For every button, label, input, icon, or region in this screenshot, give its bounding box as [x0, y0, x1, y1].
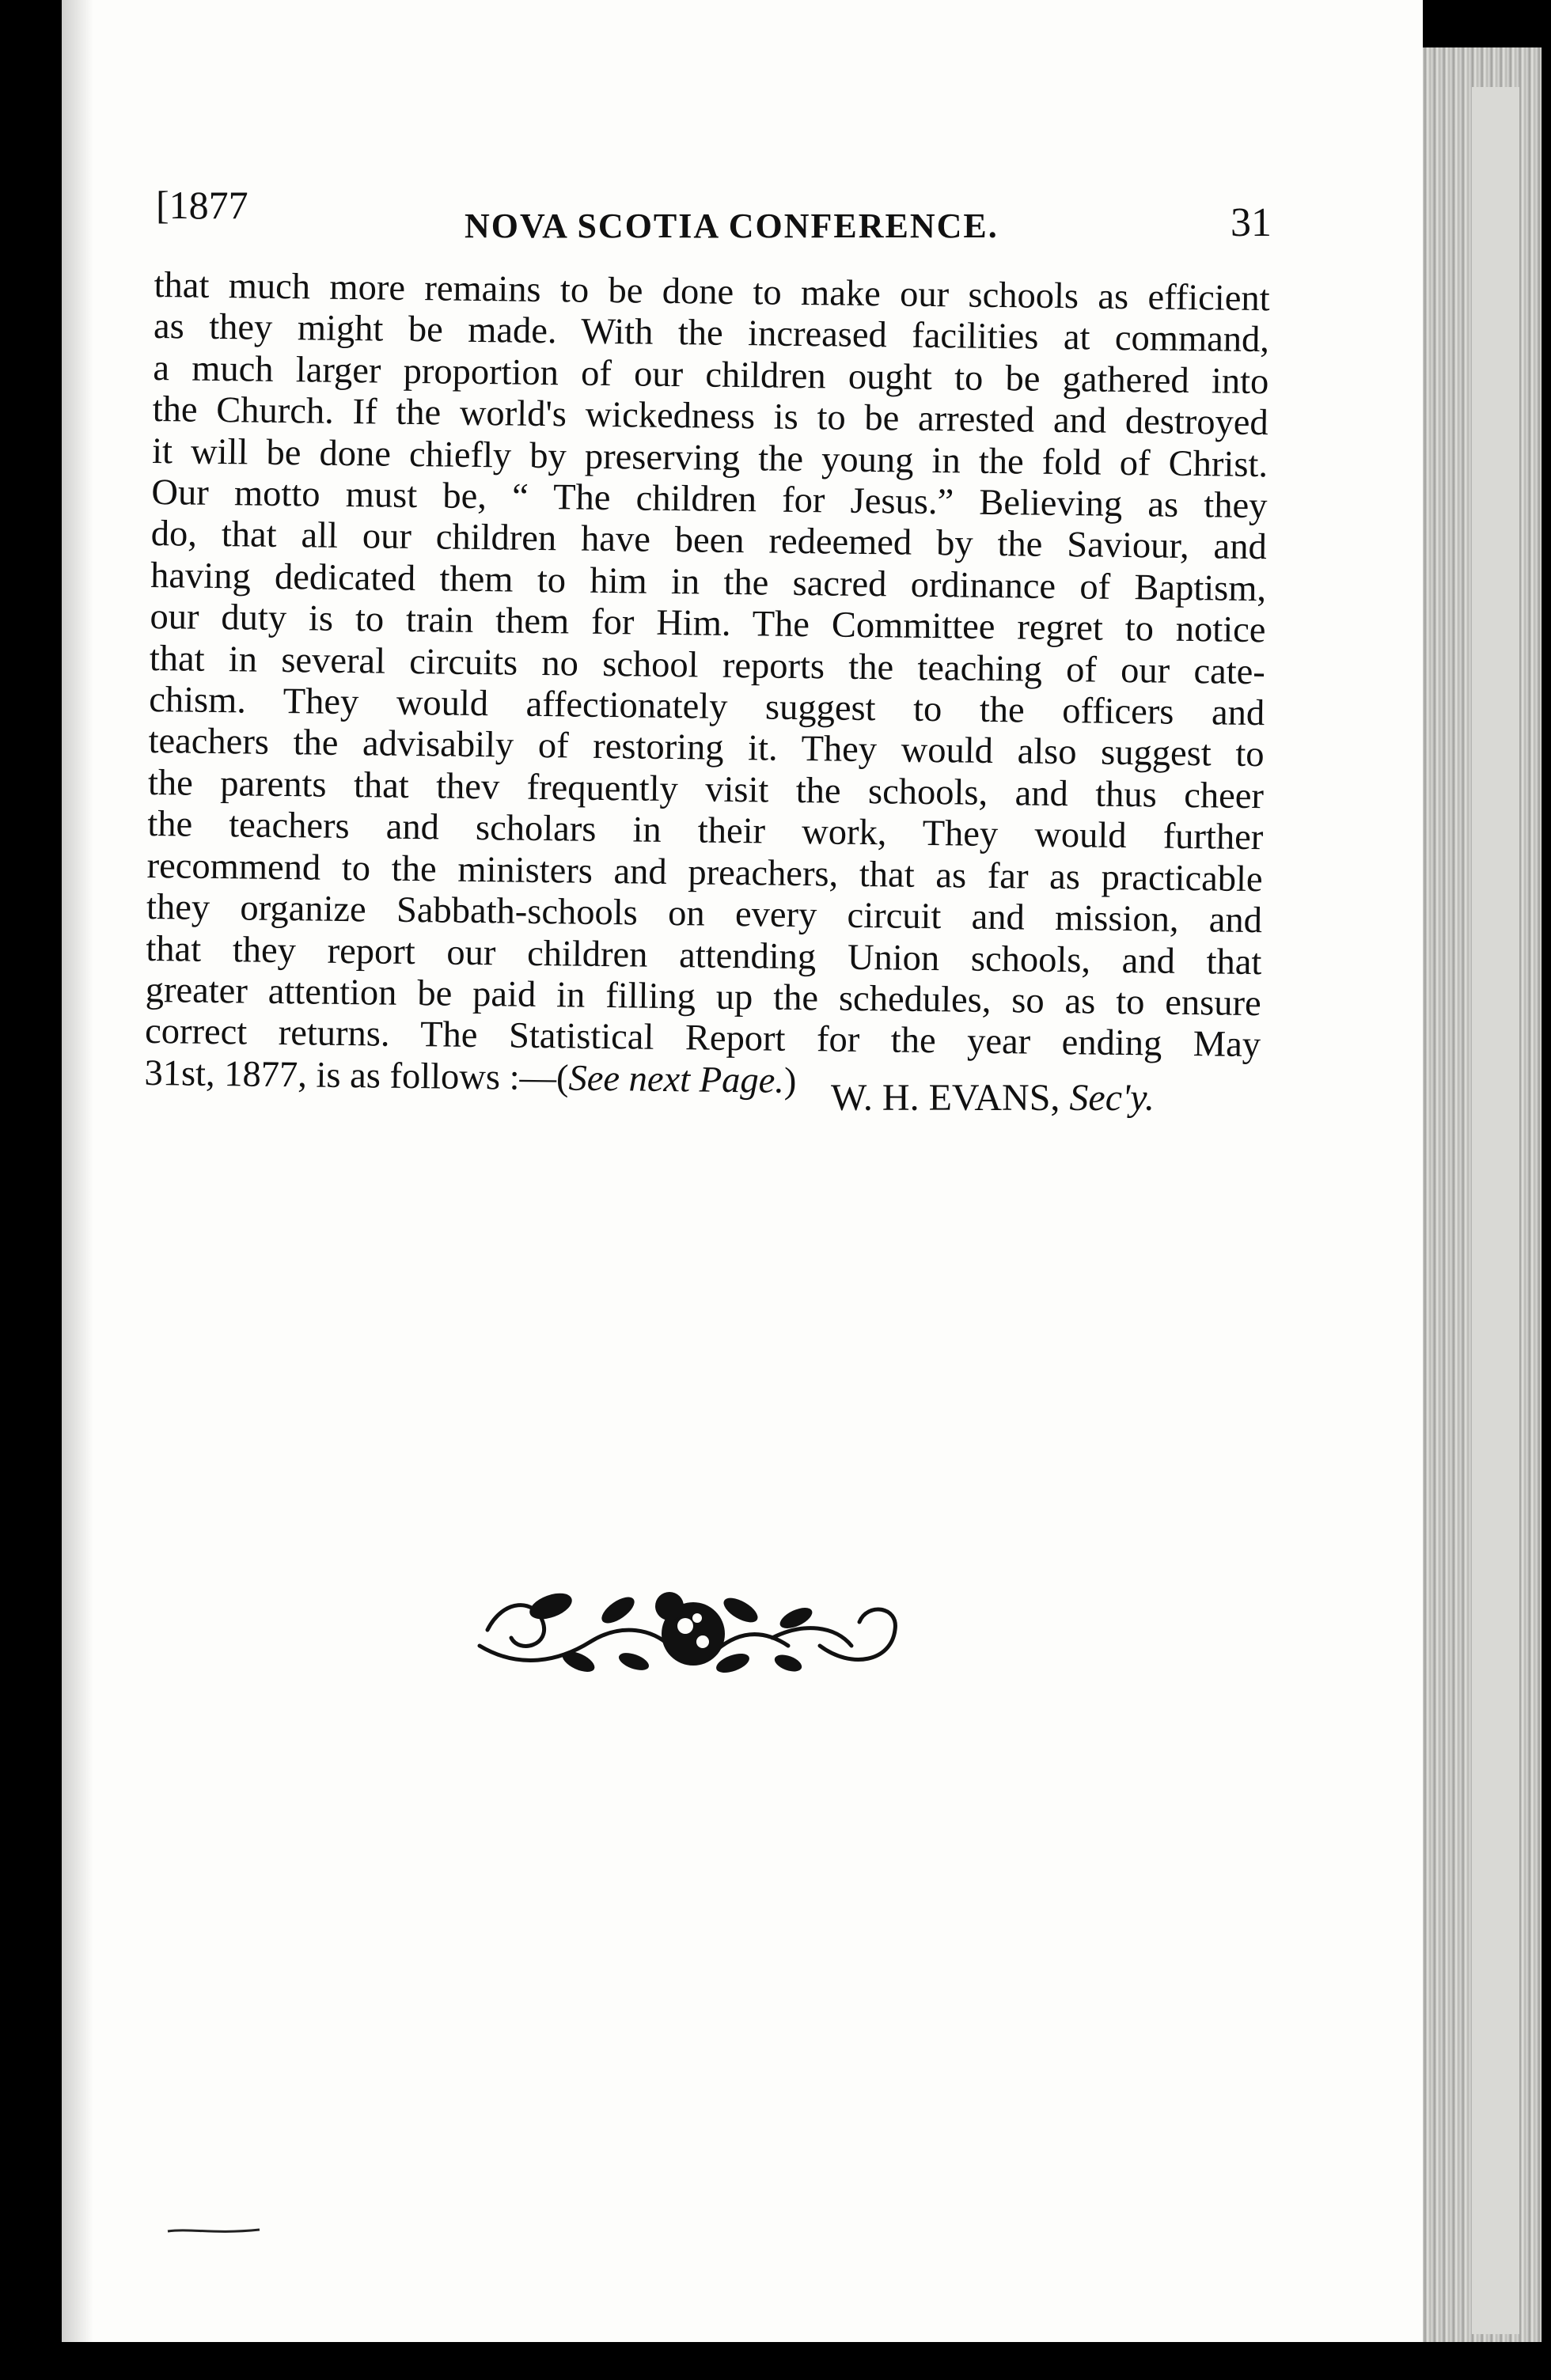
- signature-name: W. H. EVANS,: [831, 1077, 1060, 1119]
- body-line: do, that all our children have been redeemed by the Saviour, and: [150, 514, 1268, 568]
- body-line: that much more remains to be done to make our schools as efficient: [154, 265, 1270, 320]
- header-title: NOVA SCOTIA CONFERENCE.: [465, 207, 999, 245]
- body-line: they organize Sabbath-schools on every circuit and mission, and: [146, 887, 1263, 942]
- last-line-close: ): [783, 1060, 797, 1101]
- page-edge-block: [1472, 87, 1519, 2334]
- body-line: the teachers and scholars in their work, They would further: [147, 804, 1264, 858]
- signature-title: Sec'y.: [1069, 1077, 1155, 1119]
- body-line: it will be done chiefly by preserving the young in the fold of Christ.: [151, 430, 1268, 485]
- page-number: 31: [1231, 200, 1272, 245]
- last-line-italic: See next Page.: [568, 1058, 785, 1101]
- body-line: as they might be made. With the increased facilities at command,: [153, 306, 1270, 361]
- body-line: chism. They would affectionately suggest to the officers and: [148, 680, 1265, 734]
- body-line: that they report our children attending Union schools, and that: [146, 928, 1262, 983]
- body-line: the parents that thev frequently visit the schools, and thus cheer: [147, 762, 1265, 817]
- body-line: that in several circuits no school reports the teaching of our cate-: [149, 638, 1266, 692]
- pencil-mark: [166, 2223, 261, 2239]
- body-line: correct returns. The Statistical Report for the year ending May: [144, 1011, 1261, 1066]
- body-line: Our motto must be, “ The children for Jesus.” Believing as they: [151, 472, 1268, 527]
- body-line: our duty is to train them for Him. The Committee regret to notice: [150, 597, 1266, 651]
- page-gutter-shadow: [62, 0, 93, 2342]
- body-paragraph: [144, 265, 1270, 1108]
- scan-border-left: [0, 0, 62, 2380]
- body-line: having dedicated them to him in the sacred ordinance of Baptism,: [150, 555, 1267, 610]
- header-year: [1877: [156, 183, 248, 227]
- running-header: [156, 182, 1272, 253]
- signature: [831, 1076, 1155, 1120]
- body-line: recommend to the ministers and preachers, that as far as practicable: [146, 845, 1263, 900]
- body-line: a much larger proportion of our children ought to be gathered into: [153, 347, 1269, 403]
- body-line: the Church. If the world's wickedness is to be arrested and destroyed: [152, 389, 1268, 444]
- floral-vignette-icon: [472, 1575, 899, 1685]
- last-line-text: 31st, 1877, is as follows :—(: [144, 1052, 569, 1099]
- body-line: greater attention be paid in filling up the schedules, so as to ensure: [145, 969, 1262, 1025]
- body-line: teachers the advisabily of restoring it. They would also suggest to: [148, 721, 1265, 775]
